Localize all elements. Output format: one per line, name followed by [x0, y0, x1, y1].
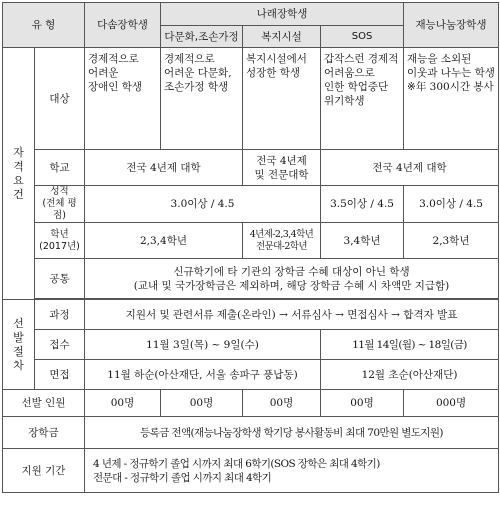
period-text: 4 년제 - 정규학기 졸업 시까지 최대 6학기(SOS 장학은 최대 4학기) 전문대 - 정규학기 졸업 시까지 최대 4학기 [85, 449, 499, 493]
target-damunhwa: 경제적으로 어려운 다문화, 조손가정 학생 [161, 48, 243, 150]
grade-b: 3.5이상 / 4.5 [321, 186, 404, 223]
scholarship-label: 장학금 [3, 417, 85, 449]
header-sos: SOS [321, 26, 404, 48]
interview-label: 면접 [35, 360, 85, 390]
grade-a: 3.0이상 / 4.5 [85, 186, 321, 223]
steps-text: 지원서 및 관련서류 제출(온라인) → 서류심사 → 면접심사 → 합격자 발표 [85, 300, 499, 330]
target-sos: 갑작스런 경제적 어려움으로 인한 학업중단 위기학생 [321, 48, 404, 150]
selection-damunhwa: 00명 [161, 390, 243, 417]
header-narae: 나래장학생 [161, 3, 404, 26]
grade-label: 성적 (전체 평점) [35, 186, 85, 223]
selection-sos: 00명 [321, 390, 404, 417]
school-label: 학교 [35, 150, 85, 186]
common-text: 신규학기에 타 기관의 장학금 수혜 대상이 아닌 학생 (교내 및 국가장학금은 제외하며, 해당 장학금 수혜 시 차액만 지급함) [85, 259, 499, 299]
common-label: 공통 [35, 259, 85, 299]
qualification-group-label: 자 격 요 건 [3, 48, 35, 300]
year-d: 2,3학년 [404, 223, 499, 259]
selection-bokji: 00명 [243, 390, 321, 417]
header-bokji: 복지시설 [243, 26, 321, 48]
scholarship-text: 등록금 전액(재능나눔장학생 학기당 봉사활동비 최대 70만원 별도지원) [85, 417, 499, 449]
interview-a: 11월 하순(아산재단, 서울 송파구 풍납동) [85, 360, 321, 390]
receive-b: 11월 14일(월) ~ 18일(금) [321, 330, 499, 360]
selection-jaeneung: 000명 [404, 390, 499, 417]
header-dasong: 다솜장학생 [85, 3, 161, 48]
year-b: 4년제-2,3,4학년 전문대-2학년 [243, 223, 321, 259]
selection-label: 선발 인원 [3, 390, 85, 417]
school-a: 전국 4년제 대학 [85, 150, 243, 186]
target-dasong: 경제적으로 어려운 장애인 학생 [85, 48, 161, 150]
school-b: 전국 4년제 및 전문대학 [243, 150, 321, 186]
header-type: 유 형 [3, 3, 85, 48]
grade-c: 3.0이상 / 4.5 [404, 186, 499, 223]
receive-label: 접수 [35, 330, 85, 360]
school-c: 전국 4년제 대학 [321, 150, 499, 186]
target-label: 대상 [35, 48, 85, 150]
selection-dasong: 00명 [85, 390, 161, 417]
year-label: 학년 (2017년) [35, 223, 85, 259]
scholarship-table [2, 2, 499, 493]
year-a: 2,3,4학년 [85, 223, 243, 259]
header-damunhwa: 다문화,조손가정 [161, 26, 243, 48]
target-jaeneung: 재능을 소외된 이웃과 나누는 학생 ※年 300시간 봉사 [404, 48, 499, 150]
process-group-label: 선 발 절 차 [3, 300, 35, 390]
year-c: 3,4학년 [321, 223, 404, 259]
scholarship-table-wrapper [2, 2, 499, 493]
steps-label: 과정 [35, 300, 85, 330]
period-label: 지원 기간 [3, 449, 85, 493]
header-jaeneung: 재능나눔장학생 [404, 3, 499, 48]
target-bokji: 복지시설에서 성장한 학생 [243, 48, 321, 150]
interview-b: 12월 초순(아산재단) [321, 360, 499, 390]
receive-a: 11월 3일(목) ~ 9일(수) [85, 330, 321, 360]
